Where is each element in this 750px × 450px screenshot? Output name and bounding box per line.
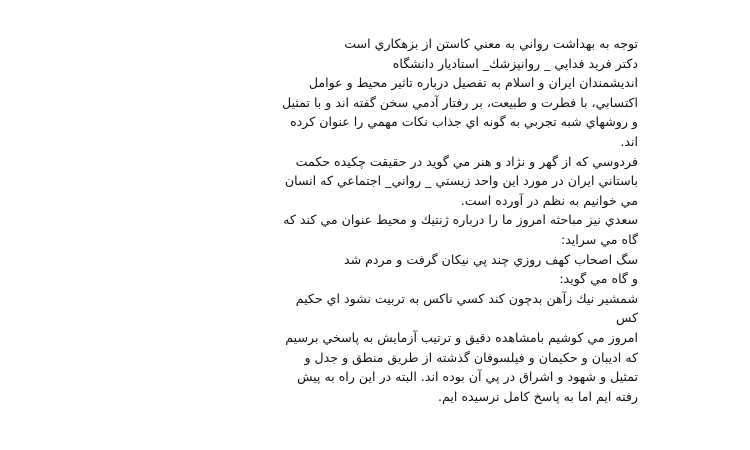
text-line: و گاه مي گويد: [559, 271, 638, 287]
poem-line: كس [615, 310, 638, 326]
text-line: تمثيل و شهود و اشراق در پي آن بوده اند. البته در اين راه به پيش [297, 369, 638, 385]
text-line: و روشهاي شبه تجربي به گونه اي جذاب نكات مهمي را عنوان كرده [290, 114, 638, 130]
text-line: كه اديبان و حكيمان و فيلسوفان گذشته از طريق منطق و جدل و [304, 349, 638, 365]
article-title: توجه به بهداشت رواني به معني كاستن از بزهكاري است [344, 36, 638, 51]
text-line: سعدي نيز مباحثه امروز ما را درباره ژنتيك و محيط عنوان مي كند كه [283, 212, 638, 228]
article-body [112, 34, 638, 406]
text-line: مي خوانيم به نظم در آورده است. [460, 192, 638, 208]
text-line: اكتسابي، با فطرت و طبيعت، بر رفتار آدمي سخن گفته اند و با تمثيل [282, 94, 638, 110]
text-line: اند. [620, 133, 638, 149]
poem-line: شمشير نيك زآهن بدچون كند كسي ناكس به تربيت نشود اي حكيم [295, 290, 638, 306]
text-line: رفته ايم اما به پاسخ كامل نرسيده ايم. [438, 388, 638, 404]
text-line: گاه مي سرايد: [560, 231, 638, 247]
article-author: دكتر فريد فدايي _ روانپزشك_ استاديار دانشگاه [392, 55, 638, 71]
text-line: فردوسي كه از گهر و نژاد و هنر مي گويد در حقيقت چكيده حكمت [295, 153, 638, 169]
poem-line: سگ اصحاب كهف روزي چند پي نيكان گرفت و مردم شد [343, 251, 638, 267]
text-line: انديشمندان ايران و اسلام به تفصيل درباره تاثير محيط و عوامل [308, 75, 638, 91]
text-line: باستاني ايران در مورد اين واحد زيستي _ رواني_ اجتماعي كه انسان [284, 173, 638, 189]
text-line: امروز مي كوشيم بامشاهده دقيق و ترتيب آزمايش به پاسخي برسيم [285, 329, 638, 345]
